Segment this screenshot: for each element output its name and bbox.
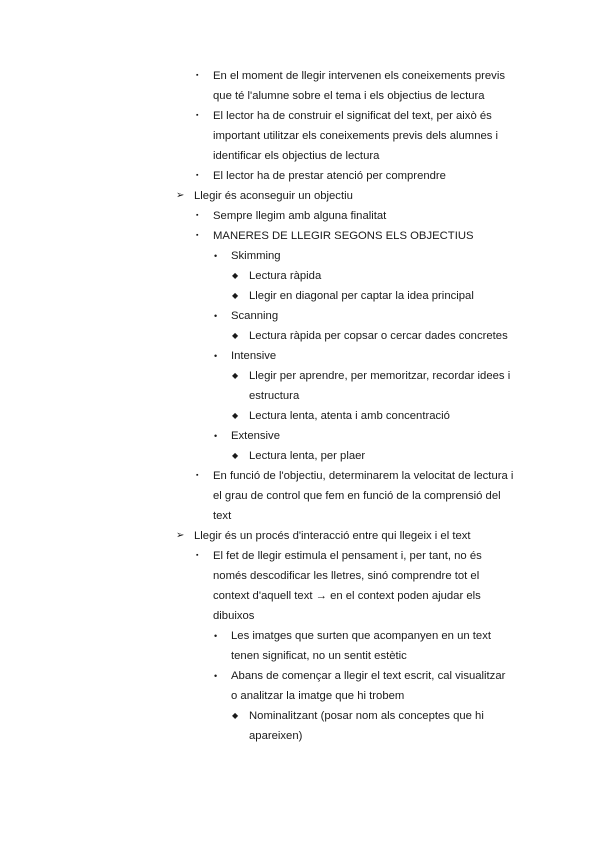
list-item-text: El lector ha de construir el significat del text, per això és (213, 110, 492, 122)
list-item-text: Llegir en diagonal per captar la idea principal (249, 290, 474, 302)
list-item-text: MANERES DE LLEGIR SEGONS ELS OBJECTIUS (213, 230, 474, 242)
list-item-text: dibuixos (213, 610, 255, 622)
list-item-text: identificar els objectius de lectura (213, 150, 380, 162)
diamond-bullet-icon: ◆ (232, 451, 239, 460)
square-bullet-icon: ▪ (196, 172, 199, 179)
list-item-text: Abans de començar a llegir el text escrit, cal visualitzar (231, 670, 506, 682)
list-item-text: Lectura lenta, atenta i amb concentració (249, 410, 450, 422)
list-item-text: context d'aquell text → en el context poden ajudar els (213, 590, 481, 602)
list-item-text: Lectura ràpida per copsar o cercar dades concretes (249, 330, 508, 342)
list-item-text: Llegir és un procés d'interacció entre qui llegeix i el text (194, 530, 471, 542)
arrow-bullet-icon: ➢ (176, 530, 185, 541)
square-bullet-icon: ▪ (196, 112, 199, 119)
list-item-text: Llegir per aprendre, per memoritzar, recordar idees i (249, 370, 511, 382)
square-bullet-icon: ▪ (196, 232, 199, 239)
arrow-bullet-icon: ➢ (176, 190, 185, 201)
diamond-bullet-icon: ◆ (232, 711, 239, 720)
list-item-text: En funció de l'objectiu, determinarem la velocitat de lectura i (213, 470, 514, 482)
list-item-text: Sempre llegim amb alguna finalitat (213, 210, 387, 222)
square-bullet-icon: ▪ (196, 212, 199, 219)
dot-bullet-icon: • (214, 351, 218, 361)
list-item-text: Intensive (231, 350, 277, 362)
diamond-bullet-icon: ◆ (232, 371, 239, 380)
list-item-text: Llegir és aconseguir un objectiu (194, 190, 353, 202)
square-bullet-icon: ▪ (196, 72, 199, 79)
list-item-text: Lectura ràpida (249, 270, 322, 282)
list-item-text: Nominalitzant (posar nom als conceptes que hi (249, 710, 484, 722)
list-item-text: Extensive (231, 430, 280, 442)
list-item-text: que té l'alumne sobre el tema i els objectius de lectura (213, 90, 485, 102)
list-item-text: Lectura lenta, per plaer (249, 450, 366, 462)
diamond-bullet-icon: ◆ (232, 271, 239, 280)
square-bullet-icon: ▪ (196, 552, 199, 559)
list-item-text: Scanning (231, 310, 279, 322)
dot-bullet-icon: • (214, 311, 218, 321)
list-item-text: estructura (249, 390, 300, 402)
list-item-text: apareixen) (249, 730, 303, 742)
list-item-text: Skimming (231, 250, 281, 262)
list-item-text: només descodificar les lletres, sinó comprendre tot el (213, 570, 480, 582)
list-item-text: o analitzar la imatge que hi trobem (231, 690, 405, 702)
list-item-text: Les imatges que surten que acompanyen en un text (231, 630, 491, 642)
dot-bullet-icon: • (214, 431, 218, 441)
list-item-text: text (213, 510, 232, 522)
list-item-text: el grau de control que fem en funció de la comprensió del (213, 490, 501, 502)
square-bullet-icon: ▪ (196, 472, 199, 479)
list-item-text: tenen significat, no un sentit estètic (231, 650, 407, 662)
diamond-bullet-icon: ◆ (232, 411, 239, 420)
dot-bullet-icon: • (214, 631, 218, 641)
list-item-text: El lector ha de prestar atenció per comprendre (213, 170, 446, 182)
list-item-text: El fet de llegir estimula el pensament i, per tant, no és (213, 550, 482, 562)
list-item-text: important utilitzar els coneixements previs dels alumnes i (213, 130, 499, 142)
diamond-bullet-icon: ◆ (232, 291, 239, 300)
list-item-text: En el moment de llegir intervenen els coneixements previs (213, 70, 505, 82)
dot-bullet-icon: • (214, 671, 218, 681)
dot-bullet-icon: • (214, 251, 218, 261)
diamond-bullet-icon: ◆ (232, 331, 239, 340)
